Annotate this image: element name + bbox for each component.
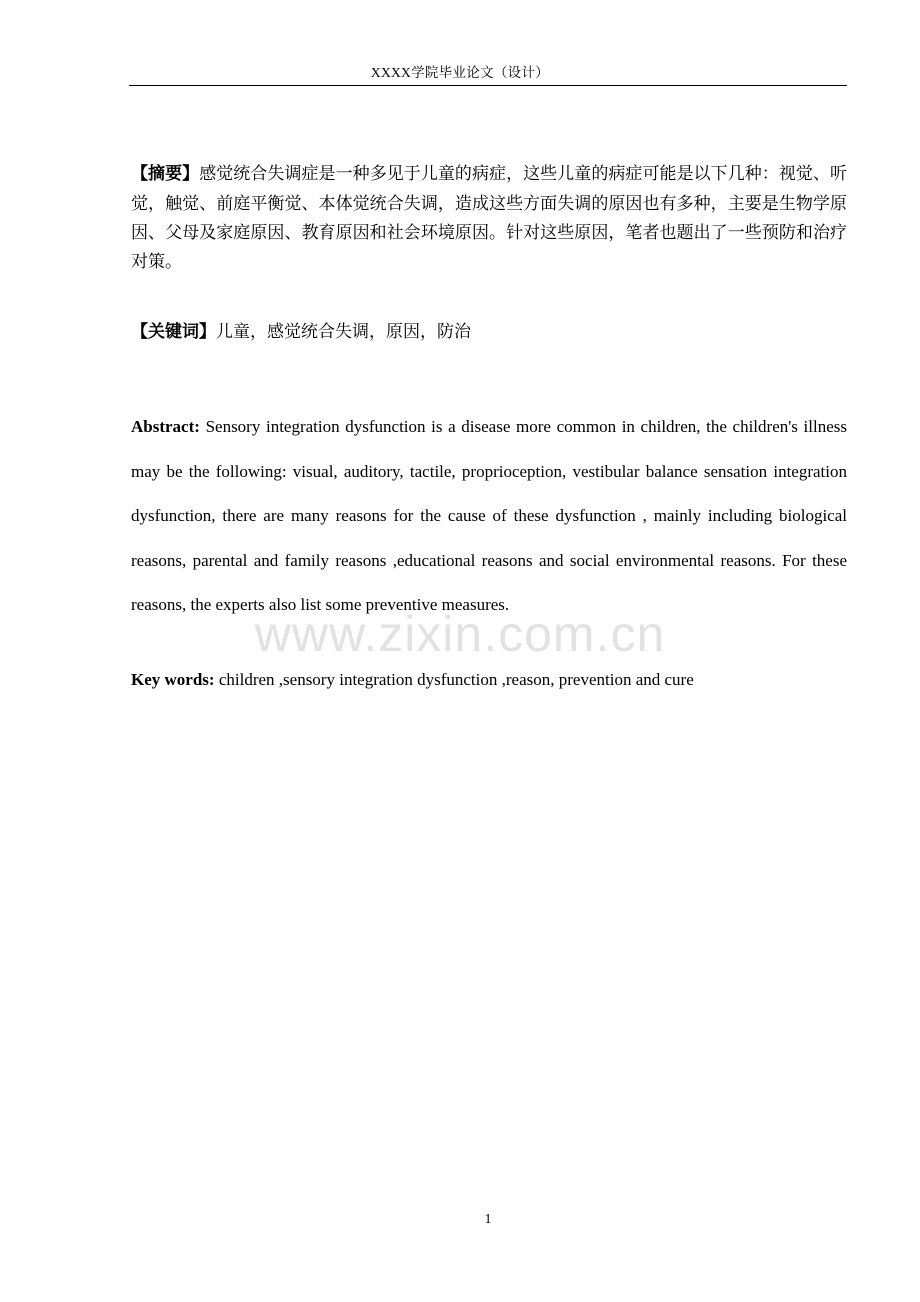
chinese-abstract-label: 【摘要】: [131, 164, 200, 184]
english-keywords-text: children ,sensory integration dysfunction ,reason, prevention and cure: [218, 670, 694, 689]
english-abstract-text: Sensory integration dysfunction is a disease more common in children, the children's illness may be the following: visual, auditory, tactile, proprioception, vestibular balance sensation integration dysfunction, there are many reasons for the cause of these dysfunction , mainly including biological reasons, parental and family reasons ,educational reasons and social environmental reasons. For these reasons, the experts also list some preventive measures.: [131, 417, 847, 614]
page-header: XXXX学院毕业论文（设计）: [370, 65, 550, 80]
english-keywords: [131, 666, 847, 694]
english-keywords-label: Key words:: [131, 670, 215, 689]
english-abstract: [131, 405, 847, 628]
chinese-keywords-label: 【关键词】: [131, 322, 216, 342]
chinese-abstract-text: 感觉统合失调症是一种多见于儿童的病症，这些儿童的病症可能是以下几种：视觉、听觉，触觉、前庭平衡觉、本体觉统合失调，造成这些方面失调的原因也有多种，主要是生物学原因、父母及家庭原因、教育原因和社会环境原因。针对这些原因，笔者也题出了一些预防和治疗对策。: [131, 164, 848, 271]
chinese-keywords-text: 儿童，感觉统合失调，原因，防治: [216, 322, 471, 341]
page-number: 1: [484, 1211, 492, 1226]
english-abstract-label: Abstract:: [131, 417, 200, 436]
chinese-abstract: [131, 159, 847, 276]
header-rule: [129, 85, 847, 86]
watermark: www.zixin.com.cn: [254, 606, 666, 662]
chinese-keywords: [131, 317, 847, 347]
